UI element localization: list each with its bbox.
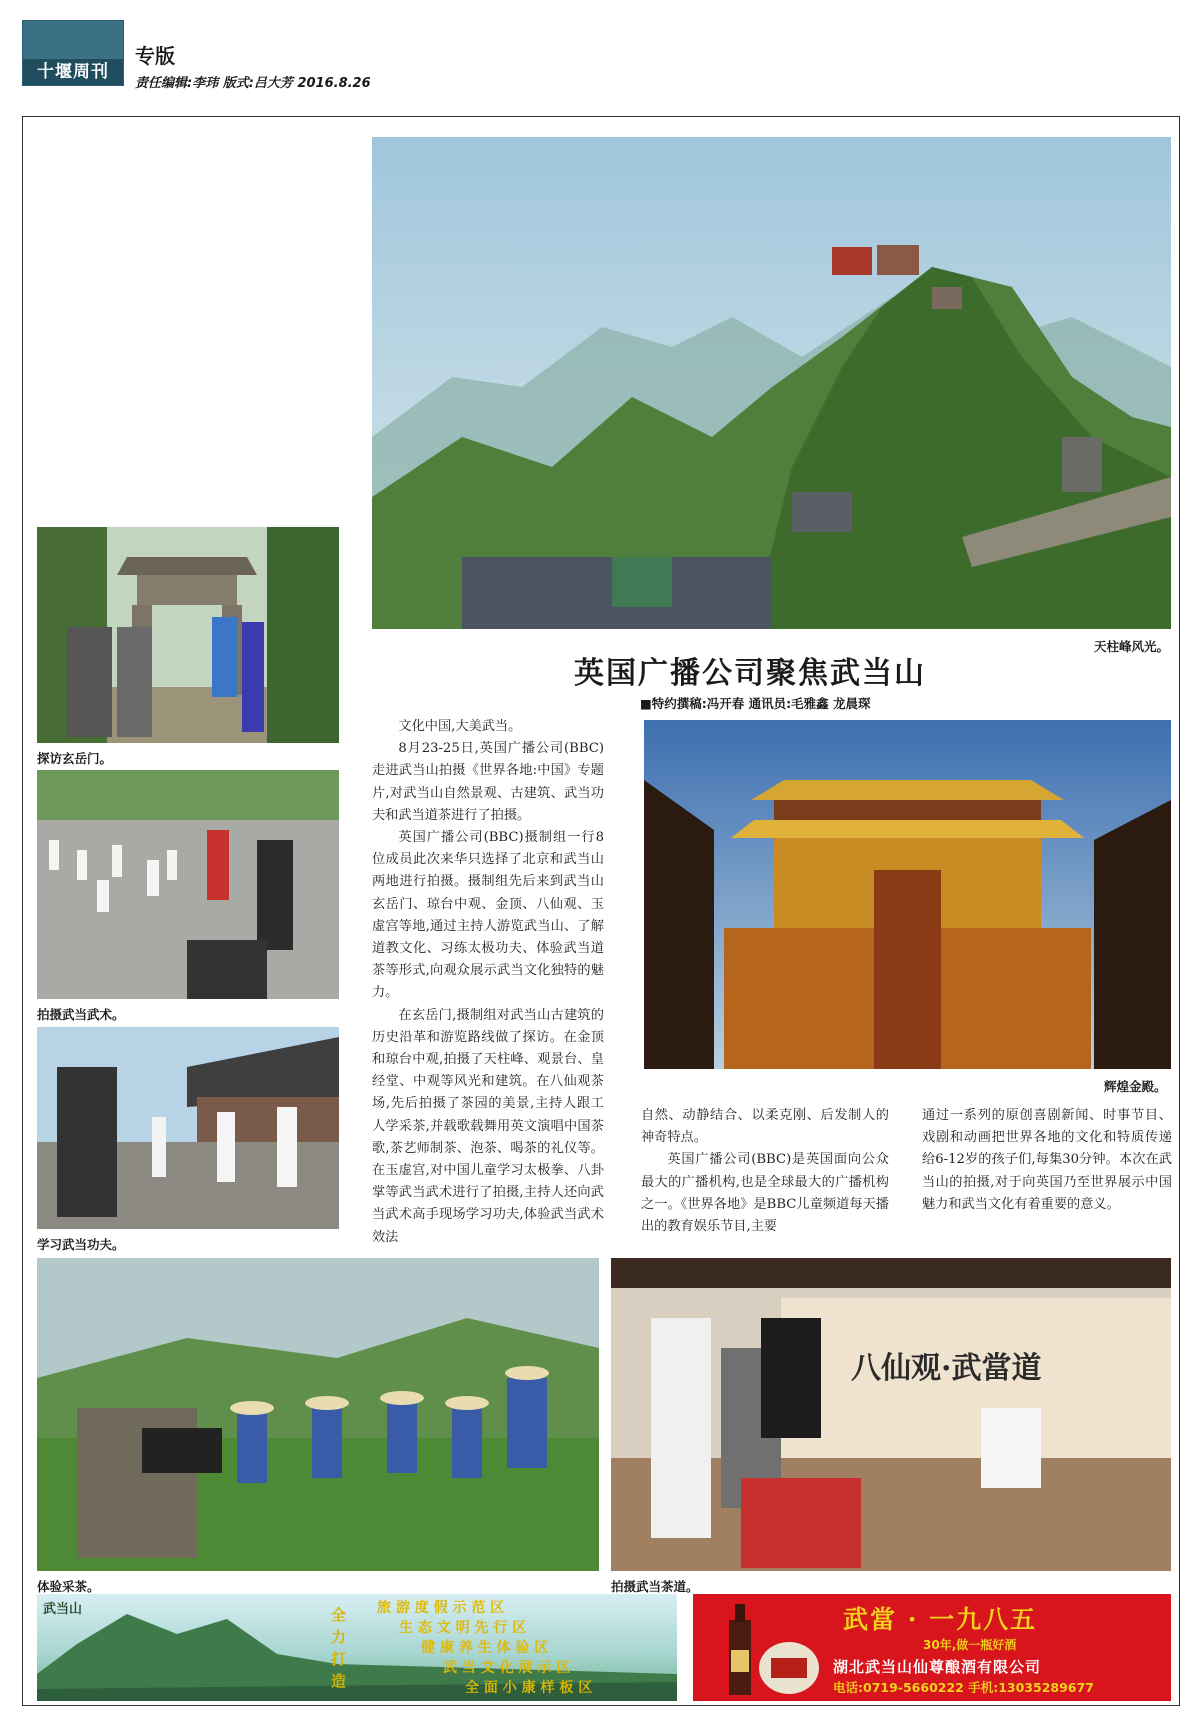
article-byline: ■特约撰稿:冯开春 通讯员:毛雅鑫 龙晨琛	[640, 696, 871, 711]
photo-golden-hall	[644, 720, 1171, 1069]
paragraph: 自然、动静结合、以柔克刚、后发制人的神奇特点。	[641, 1108, 889, 1146]
photo-tianzhu-peak	[372, 137, 1171, 629]
caption-tea-ceremony: 拍摄武当茶道。	[611, 1579, 699, 1594]
ad-logo-wudang: 武当山	[43, 1602, 83, 1617]
ad-slogan-lines: 旅 游 度 假 示 范 区 生 态 文 明 先 行 区 健 康 养 生 体 验 区 武 当 文 化 展 示 区 全 面 小 康 样 板 区	[377, 1600, 593, 1696]
caption-tea-picking: 体验采茶。	[37, 1579, 100, 1594]
caption-golden-hall: 辉煌金殿。	[1104, 1079, 1167, 1094]
section-title: 专版	[135, 44, 175, 68]
wudang-tourism-ad	[37, 1594, 677, 1701]
photo-learning-kungfu	[37, 1027, 339, 1229]
ad-brand: 武當 · 一九八五	[843, 1605, 1038, 1634]
article-column-1	[372, 716, 604, 1249]
paragraph: 英国广播公司(BBC)是英国面向公众最大的广播机构,也是全球最大的广播机构之一。《世界各地》是BBC儿童频道每天播出的教育娱乐节目,主要	[641, 1152, 889, 1235]
logo-text: 十堰周刊	[23, 59, 123, 85]
photo-filming-wushu	[37, 770, 339, 999]
caption-tianzhu-peak: 天柱峰风光。	[1094, 639, 1170, 654]
photo-tea-ceremony	[611, 1258, 1171, 1571]
caption-learning-kungfu: 学习武当功夫。	[37, 1237, 125, 1252]
paper-logo	[22, 20, 124, 86]
photo-tea-picking	[37, 1258, 599, 1571]
editor-credits: 责任编辑:李玮 版式:吕大芳 2016.8.26	[135, 76, 371, 91]
paragraph: 8月23-25日,英国广播公司(BBC)走进武当山拍摄《世界各地:中国》专题片,对武当山自然景观、古建筑、武当功夫和武当道茶进行了拍摄。	[372, 741, 604, 823]
article-column-3	[922, 1105, 1172, 1216]
article-headline: 英国广播公司聚焦武当山	[574, 656, 926, 691]
svg-text:八仙观·武當道: 八仙观·武當道	[851, 1351, 1042, 1386]
liquor-ad	[693, 1594, 1171, 1701]
paragraph: 通过一系列的原创喜剧新闻、时事节目、戏剧和动画把世界各地的文化和特质传递给6-12岁的孩子们,每集30分钟。本次在武当山的拍摄,对于向英国乃至世界展示中国魅力和武当文化有着重要的意义。	[922, 1108, 1172, 1212]
paragraph: 文化中国,大美武当。	[398, 719, 522, 734]
ad-contact: 电话:0719-5660222 手机:13035289677	[833, 1680, 1094, 1695]
photo-xuanyue-gate	[37, 527, 339, 743]
paragraph: 在玄岳门,摄制组对武当山古建筑的历史沿革和游览路线做了探访。在金顶和琼台中观,拍摄了天柱峰、观景台、皇经堂、中观等风光和建筑。在八仙观茶场,先后拍摄了茶园的美景,主持人跟工人学采茶,并载歌载舞用英文演唱中国茶歌,茶艺师制茶、泡茶、喝茶的礼仪等。在玉虚宫,对中国儿童学习太极拳、八卦掌等武当武术进行了拍摄,主持人还向武当武术高手现场学习功夫,体验武当武术效法	[372, 1007, 604, 1245]
ad-company: 湖北武当山仙尊酿酒有限公司	[833, 1658, 1042, 1676]
ad-vertical-slogan: 全 力 打 造	[331, 1606, 347, 1690]
paragraph: 英国广播公司(BBC)摄制组一行8位成员此次来华只选择了北京和武当山两地进行拍摄。摄制组先后来到武当山玄岳门、琼台中观、金顶、八仙观、玉虚宫等地,通过主持人游览武当山、了解道教文化、习练太极功夫、体验武当道茶等形式,向观众展示武当文化独特的魅力。	[372, 830, 604, 1001]
ad-tagline: 30年,做一瓶好酒	[923, 1638, 1017, 1652]
caption-xuanyue-gate: 探访玄岳门。	[37, 751, 113, 766]
caption-filming-wushu: 拍摄武当武术。	[37, 1007, 125, 1022]
article-column-2	[641, 1105, 889, 1238]
